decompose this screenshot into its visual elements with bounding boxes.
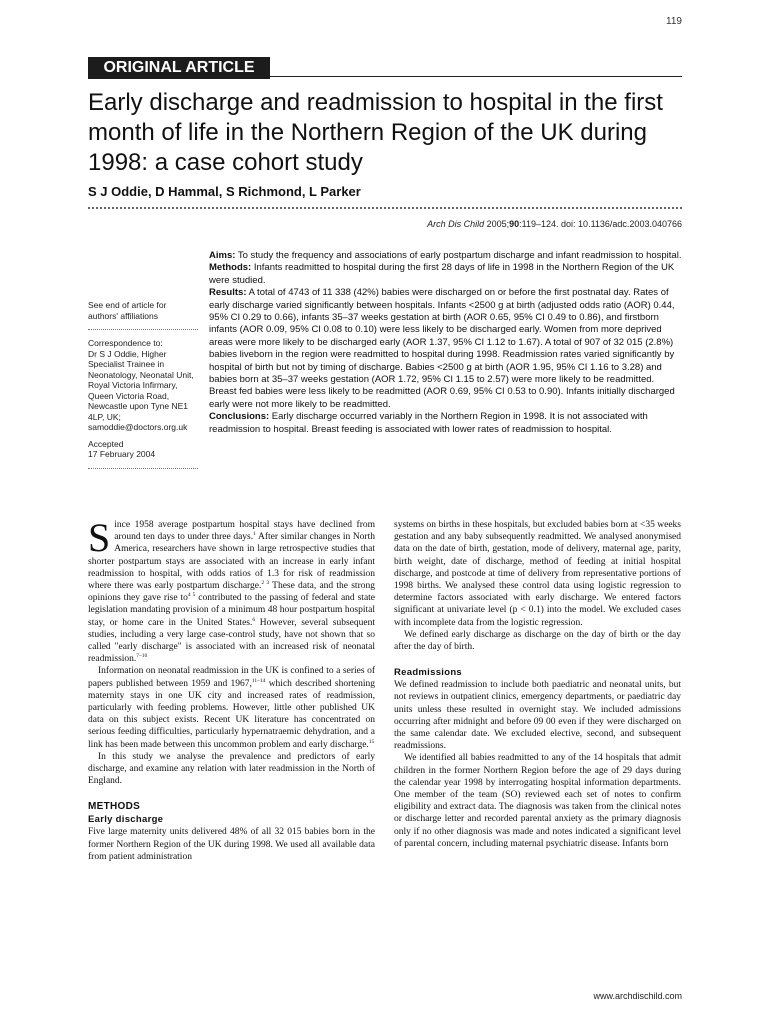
abstract-conclusions — [209, 411, 682, 436]
journal-website[interactable]: www.archdischild.com — [593, 991, 682, 1001]
accepted-label: Accepted — [88, 438, 124, 449]
abstract-methods — [209, 262, 682, 287]
citation-volume: 90 — [509, 219, 520, 229]
methods-paragraph-1: Five large maternity units delivered 48% of all 32 015 babies born in the former Northern Region of the UK during 1998. We used all available data from patient administration — [88, 827, 375, 862]
intro-text-a: ince 1958 average postpartum hospital stays have declined from around ten days to under three days. — [114, 520, 375, 543]
affiliations-note[interactable]: See end of article for authors' affiliations — [88, 300, 167, 321]
body-column-left — [88, 515, 376, 863]
aims-text: To study the frequency and associations of early postpartum discharge and infant readmission to hospital. — [235, 250, 682, 261]
accepted-date: 17 February 2004 — [88, 449, 156, 459]
section-banner: ORIGINAL ARTICLE — [88, 57, 270, 79]
results-text: A total of 4743 of 11 338 (42%) babies were discharged on or before the first postnatal day. Rates of early discharge varied significantly between hospitals. Infants <2500 g at birth (adjusted odds ratio (AOR) 0.44, 95% CI 0.29 to 0.66), infants 35–37 weeks gestation at birth (AOR 0.65, 95% CI 0.49 to 0.86), and firstborn infants (AOR 0.09, 95% CI 0.08 to 0.10) were less likely to be discharged early. Women from more deprived areas were more likely to be discharged early (AOR 1.37, 95% CI 1.12 to 1.67). A total of 907 of 32 015 (2.8%) babies liveborn in the region were readmitted to hospital during 1998. Readmission rates varied significantly by hospital of birth but not by timing of discharge. Babies <2500 g at birth (AOR 1.95, 95% CI 1.16 to 3.28) and babies born at 35–37 weeks gestation (AOR 1.72, 95% CI 1.15 to 2.57) were more likely to be readmitted. Breast fed babies were less likely to be readmitted (AOR 0.69, 95% CI 0.53 to 0.90). Infants initially discharged early were not more likely to be readmitted. — [209, 287, 675, 410]
intro-text-d: contributed to the passing of federal and state legislation mandating provision of a minimum 48 hour postpartum hospital stay, or home care in the United States. — [88, 593, 376, 628]
article-sidebar — [88, 300, 198, 477]
author-list: S J Oddie, D Hammal, S Richmond, L Parker — [88, 184, 361, 199]
methods-text: Infants readmitted to hospital during the first 28 days of life in 1998 in the Northern Region of the UK were studied. — [209, 262, 675, 286]
sidebar-divider-bottom — [88, 468, 198, 469]
article-title: Early discharge and readmission to hospital in the first month of life in the Northern Region of the UK during 1998: a case cohort study — [88, 89, 663, 176]
body-column-right — [394, 519, 681, 850]
intro2-text-a: Information on neonatal readmission in the UK is confined to a series of papers published between 1959 and 1967, — [88, 666, 375, 689]
ref[interactable]: 1 — [253, 531, 256, 538]
readmissions-heading: Readmissions — [394, 667, 463, 679]
methods-paragraph-3: We defined early discharge as discharge on the day of birth or the day after the day of birth. — [394, 629, 681, 653]
correspondence-label: Correspondence to: — [88, 338, 163, 348]
intro-paragraph-1 — [88, 515, 376, 665]
ref[interactable]: 2 3 — [261, 579, 270, 586]
citation-journal: Arch Dis Child — [427, 219, 485, 229]
intro2-text-b: which described shortening maternity stays in one UK city and increased rates of readmission, particularly with feeding problems. However, little other published UK data on this subject exists. Recent UK literature has concentrated on serious feeding difficulties, particularly hypernatraemic dehydration, and a link has been made between this uncommon problem and early discharge. — [88, 678, 375, 750]
abstract-results — [209, 287, 682, 411]
drop-cap: S — [88, 515, 111, 560]
citation-year: 2005; — [484, 219, 510, 229]
intro-text-c: These data, and the strong opinions they gave rise to — [88, 581, 375, 604]
conclusions-label: Conclusions: — [209, 411, 270, 423]
results-label: Results: — [209, 287, 247, 299]
intro-text-b: After similar changes in North America, researchers have shown in large retrospective studies that shorter postpartum stays are associated with an increase in early infant readmission to hospital, with odds ratios of 1.3 for risk of readmission where there was early postpartum discharge. — [88, 532, 375, 592]
citation-line — [427, 219, 682, 229]
sidebar-divider — [88, 329, 198, 330]
intro-paragraph-3: In this study we analyse the prevalence and predictors of early discharge, and examine any relation with later readmission in the North of England. — [88, 751, 375, 787]
intro-text-e: However, several subsequent studies, including a very large case-control study, have not shown that so called "early discharge" is associated with an increased risk of neonatal readmission. — [88, 617, 376, 665]
dotted-divider — [88, 207, 682, 209]
methods-paragraph-2: systems on births in these hospitals, but excluded babies born at <35 weeks gestation and any baby subsequently readmitted. We analysed anonymised data on the date of birth, gestation, mode of delivery, maternal age, parity, birth weight, date of discharge, method of feeding at initial hospital discharge, and postcode at time of delivery from representative portions of 1998 births. We analysed these control data using logistic regression to determine factors associated with early discharge. We entered factors significant at univariate level (p < 0.1) into the model. We excluded cases with incomplete data from the logistic regression. — [394, 520, 681, 628]
methods-label: Methods: — [209, 262, 252, 274]
correspondence-email[interactable]: samoddie@doctors.org.uk — [88, 422, 188, 432]
page-number: 119 — [666, 16, 682, 27]
correspondence-address: Dr S J Oddie, Higher Specialist Trainee in Neonatology, Neonatal Unit, Royal Victoria Infirmary, Queen Victoria Road, Newcastle upon Tyne NE1 4LP, UK; — [88, 348, 194, 422]
ref[interactable]: 7–10 — [136, 653, 148, 660]
ref[interactable]: 6 — [252, 616, 256, 623]
intro-paragraph-2 — [88, 665, 375, 750]
abstract — [209, 250, 682, 436]
readmissions-paragraph-1: We defined readmission to include both paediatric and neonatal units, but not reviews in outpatient clinics, emergency departments, or paediatric day units unless these resulted in overnight stay. We included admissions occurring after midnight and before 09 00 even if they were discharged on the same calendar date. We excluded elective, second, and subsequent readmissions. — [394, 680, 681, 752]
banner-rule — [270, 76, 682, 77]
abstract-aims — [209, 250, 682, 262]
ref[interactable]: 4 5 — [187, 592, 196, 599]
aims-label: Aims: — [209, 250, 236, 261]
citation-pages-doi: :119–124. doi: 10.1136/adc.2003.040766 — [519, 219, 682, 229]
readmissions-paragraph-2: We identified all babies readmitted to any of the 14 hospitals that admit children in the former Northern Region before the age of 29 days during the calendar year 1998 by interrogating hospital information departments. One member of the team (SO) reviewed each set of notes to confirm eligibility and extract data. The diagnosis was taken from the clinical notes or discharge letter and recorded parental anxiety as the primary diagnosis only if no other diagnosis was made and notes indicated a significant level of parental concern, including maternal psychiatric disease. Infants born — [394, 753, 681, 849]
methods-heading: METHODS — [88, 801, 141, 813]
early-discharge-heading: Early discharge — [88, 814, 164, 826]
conclusions-text: Early discharge occurred variably in the Northern Region in 1998. It is not associated with readmission to hospital. Breast feeding is associated with lower rates of readmission to hospital. — [209, 411, 648, 435]
ref[interactable]: 11–14 — [251, 677, 266, 684]
ref[interactable]: 15 — [368, 738, 375, 745]
